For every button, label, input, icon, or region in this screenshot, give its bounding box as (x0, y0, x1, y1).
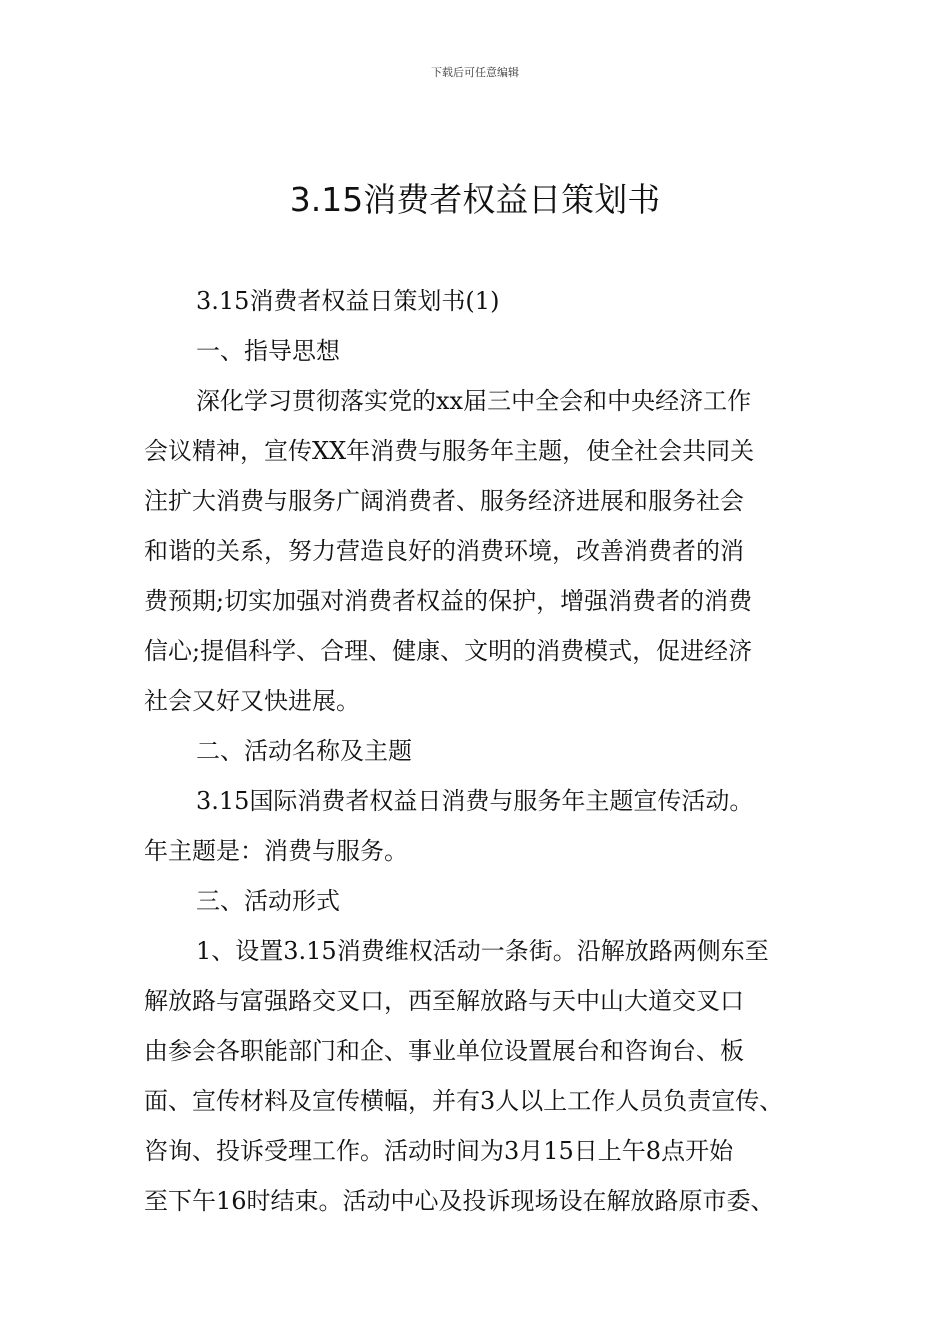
paragraph-line: 年主题是：消费与服务。 (144, 837, 408, 865)
section-heading-2: 二、活动名称及主题 (196, 737, 412, 765)
paragraph-line: 3.15国际消费者权益日消费与服务年主题宣传活动。 (196, 787, 754, 815)
section-heading-3: 三、活动形式 (196, 887, 340, 915)
paragraph-line: 和谐的关系，努力营造良好的消费环境，改善消费者的消 (144, 537, 744, 565)
page-header-note: 下载后可任意编辑 (431, 66, 519, 79)
paragraph-line: 费预期;切实加强对消费者权益的保护，增强消费者的消费 (144, 587, 753, 615)
document-subtitle: 3.15消费者权益日策划书(1) (196, 287, 500, 315)
document-title: 3.15消费者权益日策划书 (289, 180, 661, 219)
section-heading-1: 一、指导思想 (196, 337, 340, 365)
paragraph-line: 会议精神，宣传XX年消费与服务年主题，使全社会共同关 (144, 437, 755, 465)
paragraph-line: 解放路与富强路交叉口，西至解放路与天中山大道交叉口 (144, 987, 744, 1015)
paragraph-line: 1、设置3.15消费维权活动一条街。沿解放路两侧东至 (196, 937, 769, 965)
document-body (144, 276, 824, 1226)
paragraph-line: 深化学习贯彻落实党的xx届三中全会和中央经济工作 (196, 387, 752, 415)
paragraph-line: 咨询、投诉受理工作。活动时间为3月15日上午8点开始 (144, 1137, 734, 1165)
paragraph-line: 至下午16时结束。活动中心及投诉现场设在解放路原市委、 (144, 1187, 775, 1215)
paragraph-line: 面、宣传材料及宣传横幅，并有3人以上工作人员负责宣传、 (144, 1087, 784, 1115)
paragraph-line: 注扩大消费与服务广阔消费者、服务经济进展和服务社会 (144, 487, 744, 515)
paragraph-line: 信心;提倡科学、合理、健康、文明的消费模式，促进经济 (144, 637, 753, 665)
paragraph-line: 社会又好又快进展。 (144, 687, 360, 715)
paragraph-line: 由参会各职能部门和企、事业单位设置展台和咨询台、板 (144, 1037, 744, 1065)
